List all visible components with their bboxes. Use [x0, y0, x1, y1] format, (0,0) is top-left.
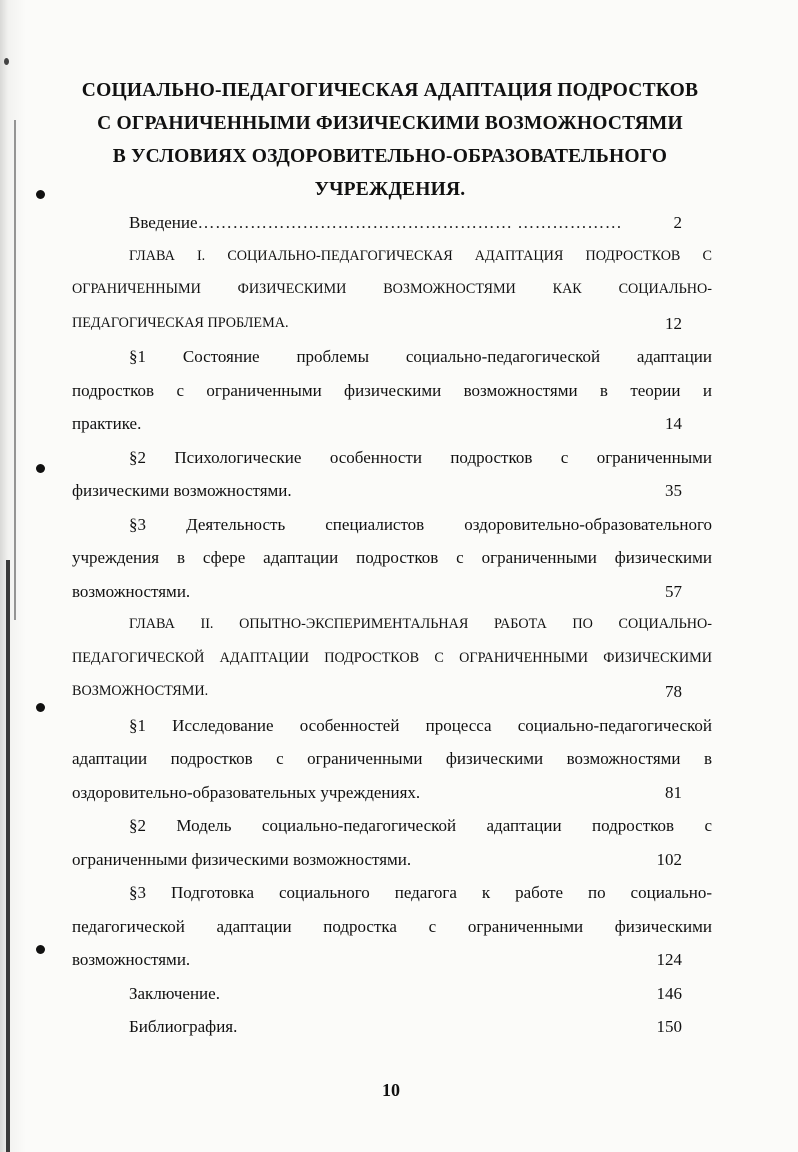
toc-page-number: 124	[656, 950, 682, 969]
toc-line: ГЛАВА I. СОЦИАЛЬНО-ПЕДАГОГИЧЕСКАЯ АДАПТАЦИЯ ПОДРОСТКОВ С	[129, 247, 712, 264]
toc-leader-dots: ……………………………………………… ………………	[197, 213, 623, 232]
toc-line: ПЕДАГОГИЧЕСКАЯ ПРОБЛЕМА.	[72, 314, 289, 331]
toc-page-number: 150	[656, 1017, 682, 1036]
toc-line: ВОЗМОЖНОСТЯМИ.	[72, 683, 209, 699]
toc-page-number: 14	[665, 414, 682, 433]
toc-label: Заключение.	[129, 983, 220, 1003]
toc-line: подростков с ограниченными физическими возможностями в теории и	[72, 380, 712, 400]
toc-line: §2 Модель социально-педагогической адаптации подростков с	[129, 816, 712, 835]
toc-line: адаптации подростков с ограниченными физическими возможностями в	[72, 749, 712, 768]
toc-line: §3 Подготовка социального педагога к работе по социально-	[129, 883, 712, 902]
document-title	[70, 74, 710, 206]
toc-line: §3 Деятельность специалистов оздоровительно-образовательного	[129, 514, 712, 534]
toc-line: возможностями.	[72, 581, 191, 601]
title-line: СОЦИАЛЬНО-ПЕДАГОГИЧЕСКАЯ АДАПТАЦИЯ ПОДРОСТКОВ	[81, 80, 699, 101]
title-line: УЧРЕЖДЕНИЯ.	[314, 179, 466, 200]
toc-line: педагогической адаптации подростка с ограниченными физическими	[72, 916, 712, 936]
toc-line: оздоровительно-образовательных учреждениях.	[72, 782, 421, 802]
toc-line: ограниченными физическими возможностями.	[72, 849, 412, 869]
toc-entry-chapter-1-section-1	[72, 340, 712, 441]
toc-page-number: 35	[665, 481, 682, 500]
toc-entry-chapter-1-section-3	[72, 508, 712, 609]
toc-page-number: 102	[656, 849, 682, 869]
toc-line: §2 Психологические особенности подростков с ограниченными	[129, 447, 712, 467]
punch-hole-mark	[36, 190, 45, 199]
toc-page-number: 2	[673, 213, 682, 232]
toc-entry-chapter-1	[72, 240, 712, 341]
toc-page-number: 81	[665, 782, 682, 802]
table-of-contents	[72, 206, 712, 1044]
toc-page-number: 146	[656, 983, 682, 1003]
toc-page-number: 57	[665, 581, 682, 601]
toc-entry-bibliography	[72, 1010, 712, 1044]
toc-page-number: 12	[665, 313, 682, 333]
toc-line: §1 Исследование особенностей процесса социально-педагогической	[129, 715, 712, 735]
toc-entry-introduction	[72, 206, 712, 240]
toc-label: Библиография.	[129, 1017, 238, 1036]
toc-line: учреждения в сфере адаптации подростков с ограниченными физическими	[72, 548, 712, 567]
punch-hole-mark	[36, 703, 45, 712]
toc-page-number: 78	[665, 682, 682, 701]
scan-speck	[4, 58, 9, 65]
page-number: 10	[382, 1080, 400, 1100]
scan-edge-shadow	[0, 0, 26, 1152]
toc-entry-chapter-2-section-2	[72, 809, 712, 876]
punch-hole-mark	[36, 464, 45, 473]
toc-line: ГЛАВА II. ОПЫТНО-ЭКСПЕРИМЕНТАЛЬНАЯ РАБОТА ПО СОЦИАЛЬНО-	[129, 616, 712, 632]
toc-entry-chapter-2-section-3	[72, 876, 712, 977]
toc-entry-chapter-2	[72, 608, 712, 709]
toc-entry-chapter-1-section-2	[72, 441, 712, 508]
title-line: В УСЛОВИЯХ ОЗДОРОВИТЕЛЬНО-ОБРАЗОВАТЕЛЬНОГО	[112, 146, 668, 167]
toc-entry-conclusion	[72, 977, 712, 1011]
toc-entry-chapter-2-section-1	[72, 709, 712, 810]
toc-line: ОГРАНИЧЕННЫМИ ФИЗИЧЕСКИМИ ВОЗМОЖНОСТЯМИ КАК СОЦИАЛЬНО-	[72, 281, 712, 297]
toc-label: Введение	[129, 213, 198, 232]
binding-edge	[6, 560, 10, 1152]
punch-hole-mark	[36, 945, 45, 954]
toc-line: практике.	[72, 414, 142, 433]
title-line: С ОГРАНИЧЕННЫМИ ФИЗИЧЕСКИМИ ВОЗМОЖНОСТЯМИ	[97, 113, 683, 134]
binding-edge-faint	[14, 120, 16, 620]
toc-line: возможностями.	[72, 950, 191, 969]
toc-line: §1 Состояние проблемы социально-педагогической адаптации	[129, 347, 712, 366]
toc-line: физическими возможностями.	[72, 481, 292, 500]
toc-line: ПЕДАГОГИЧЕСКОЙ АДАПТАЦИИ ПОДРОСТКОВ С ОГРАНИЧЕННЫМИ ФИЗИЧЕСКИМИ	[72, 649, 712, 666]
